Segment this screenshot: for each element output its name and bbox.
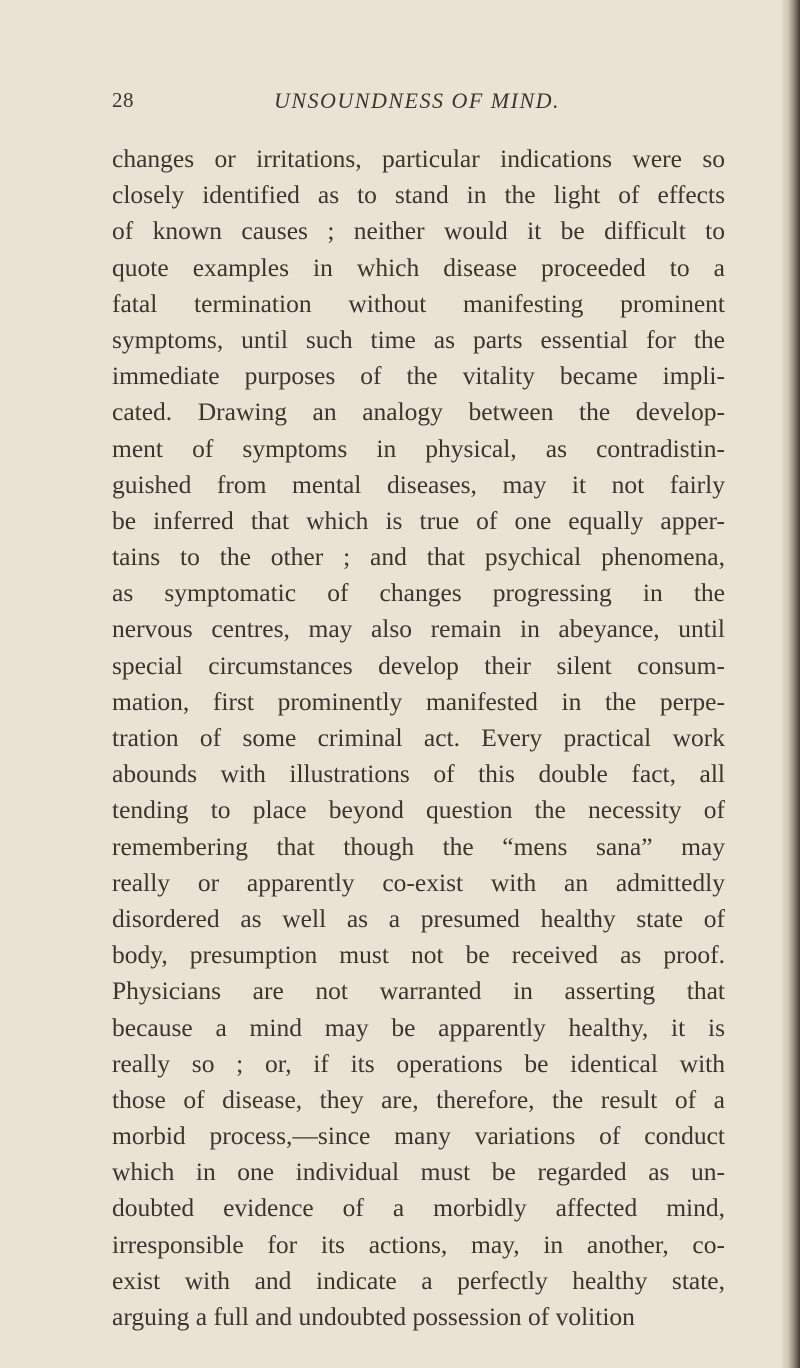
text-line: quote examples in which disease proceeded to a <box>112 252 725 282</box>
text-line: body, presumption must not be received as proof. <box>112 940 725 970</box>
text-line: nervous centres, may also remain in abeyance, until <box>112 614 725 644</box>
text-line: abounds with illustrations of this double fact, all <box>112 759 725 789</box>
text-line: as symptomatic of changes progressing in the <box>112 578 725 608</box>
page-edge-shadow <box>782 0 800 1368</box>
text-line: guished from mental diseases, may it not fairly <box>112 469 725 499</box>
text-line: changes or irritations, particular indications were so <box>112 144 725 173</box>
page-number: 28 <box>112 88 134 112</box>
running-title: UNSOUNDNESS OF MIND. <box>273 88 561 113</box>
text-line: which in one individual must be regarded as un- <box>112 1157 725 1187</box>
text-line: doubted evidence of a morbidly affected mind, <box>112 1193 725 1223</box>
text-line: closely identified as to stand in the light of effects <box>112 180 725 210</box>
text-line: really so ; or, if its operations be identical with <box>112 1048 725 1078</box>
text-line: tending to place beyond question the necessity of <box>112 795 725 825</box>
body-text <box>112 141 725 1335</box>
text-line: morbid process,—since many variations of conduct <box>112 1121 725 1151</box>
text-line: exist with and indicate a perfectly healthy state, <box>112 1265 725 1295</box>
text-line: special circumstances develop their silent consum- <box>112 650 725 680</box>
text-line: of known causes ; neither would it be difficult to <box>112 216 725 246</box>
text-line: disordered as well as a presumed healthy state of <box>112 903 725 933</box>
text-line: tains to the other ; and that psychical phenomena, <box>112 542 725 572</box>
text-line: cated. Drawing an analogy between the develop- <box>112 397 725 427</box>
text-line: immediate purposes of the vitality became impli- <box>112 361 725 391</box>
text-line: because a mind may be apparently healthy, it is <box>112 1012 725 1042</box>
text-line: symptoms, until such time as parts essential for the <box>112 324 725 354</box>
page-header <box>112 88 722 124</box>
text-line: irresponsible for its actions, may, in another, co- <box>112 1229 725 1259</box>
text-line: fatal termination without manifesting prominent <box>112 288 725 318</box>
text-line: mation, first prominently manifested in the perpe- <box>112 686 725 716</box>
text-line: arguing a full and undoubted possession of volition <box>112 1302 635 1331</box>
text-line: Physicians are not warranted in asserting that <box>112 976 725 1006</box>
text-line: those of disease, they are, therefore, the result of a <box>112 1084 725 1114</box>
text-line: ment of symptoms in physical, as contradistin- <box>112 433 725 463</box>
text-line: be inferred that which is true of one equally apper- <box>112 505 725 535</box>
text-line: tration of some criminal act. Every practical work <box>112 723 725 752</box>
text-line: really or apparently co-exist with an admittedly <box>112 867 725 897</box>
text-line: remembering that though the “mens sana” may <box>112 831 725 861</box>
